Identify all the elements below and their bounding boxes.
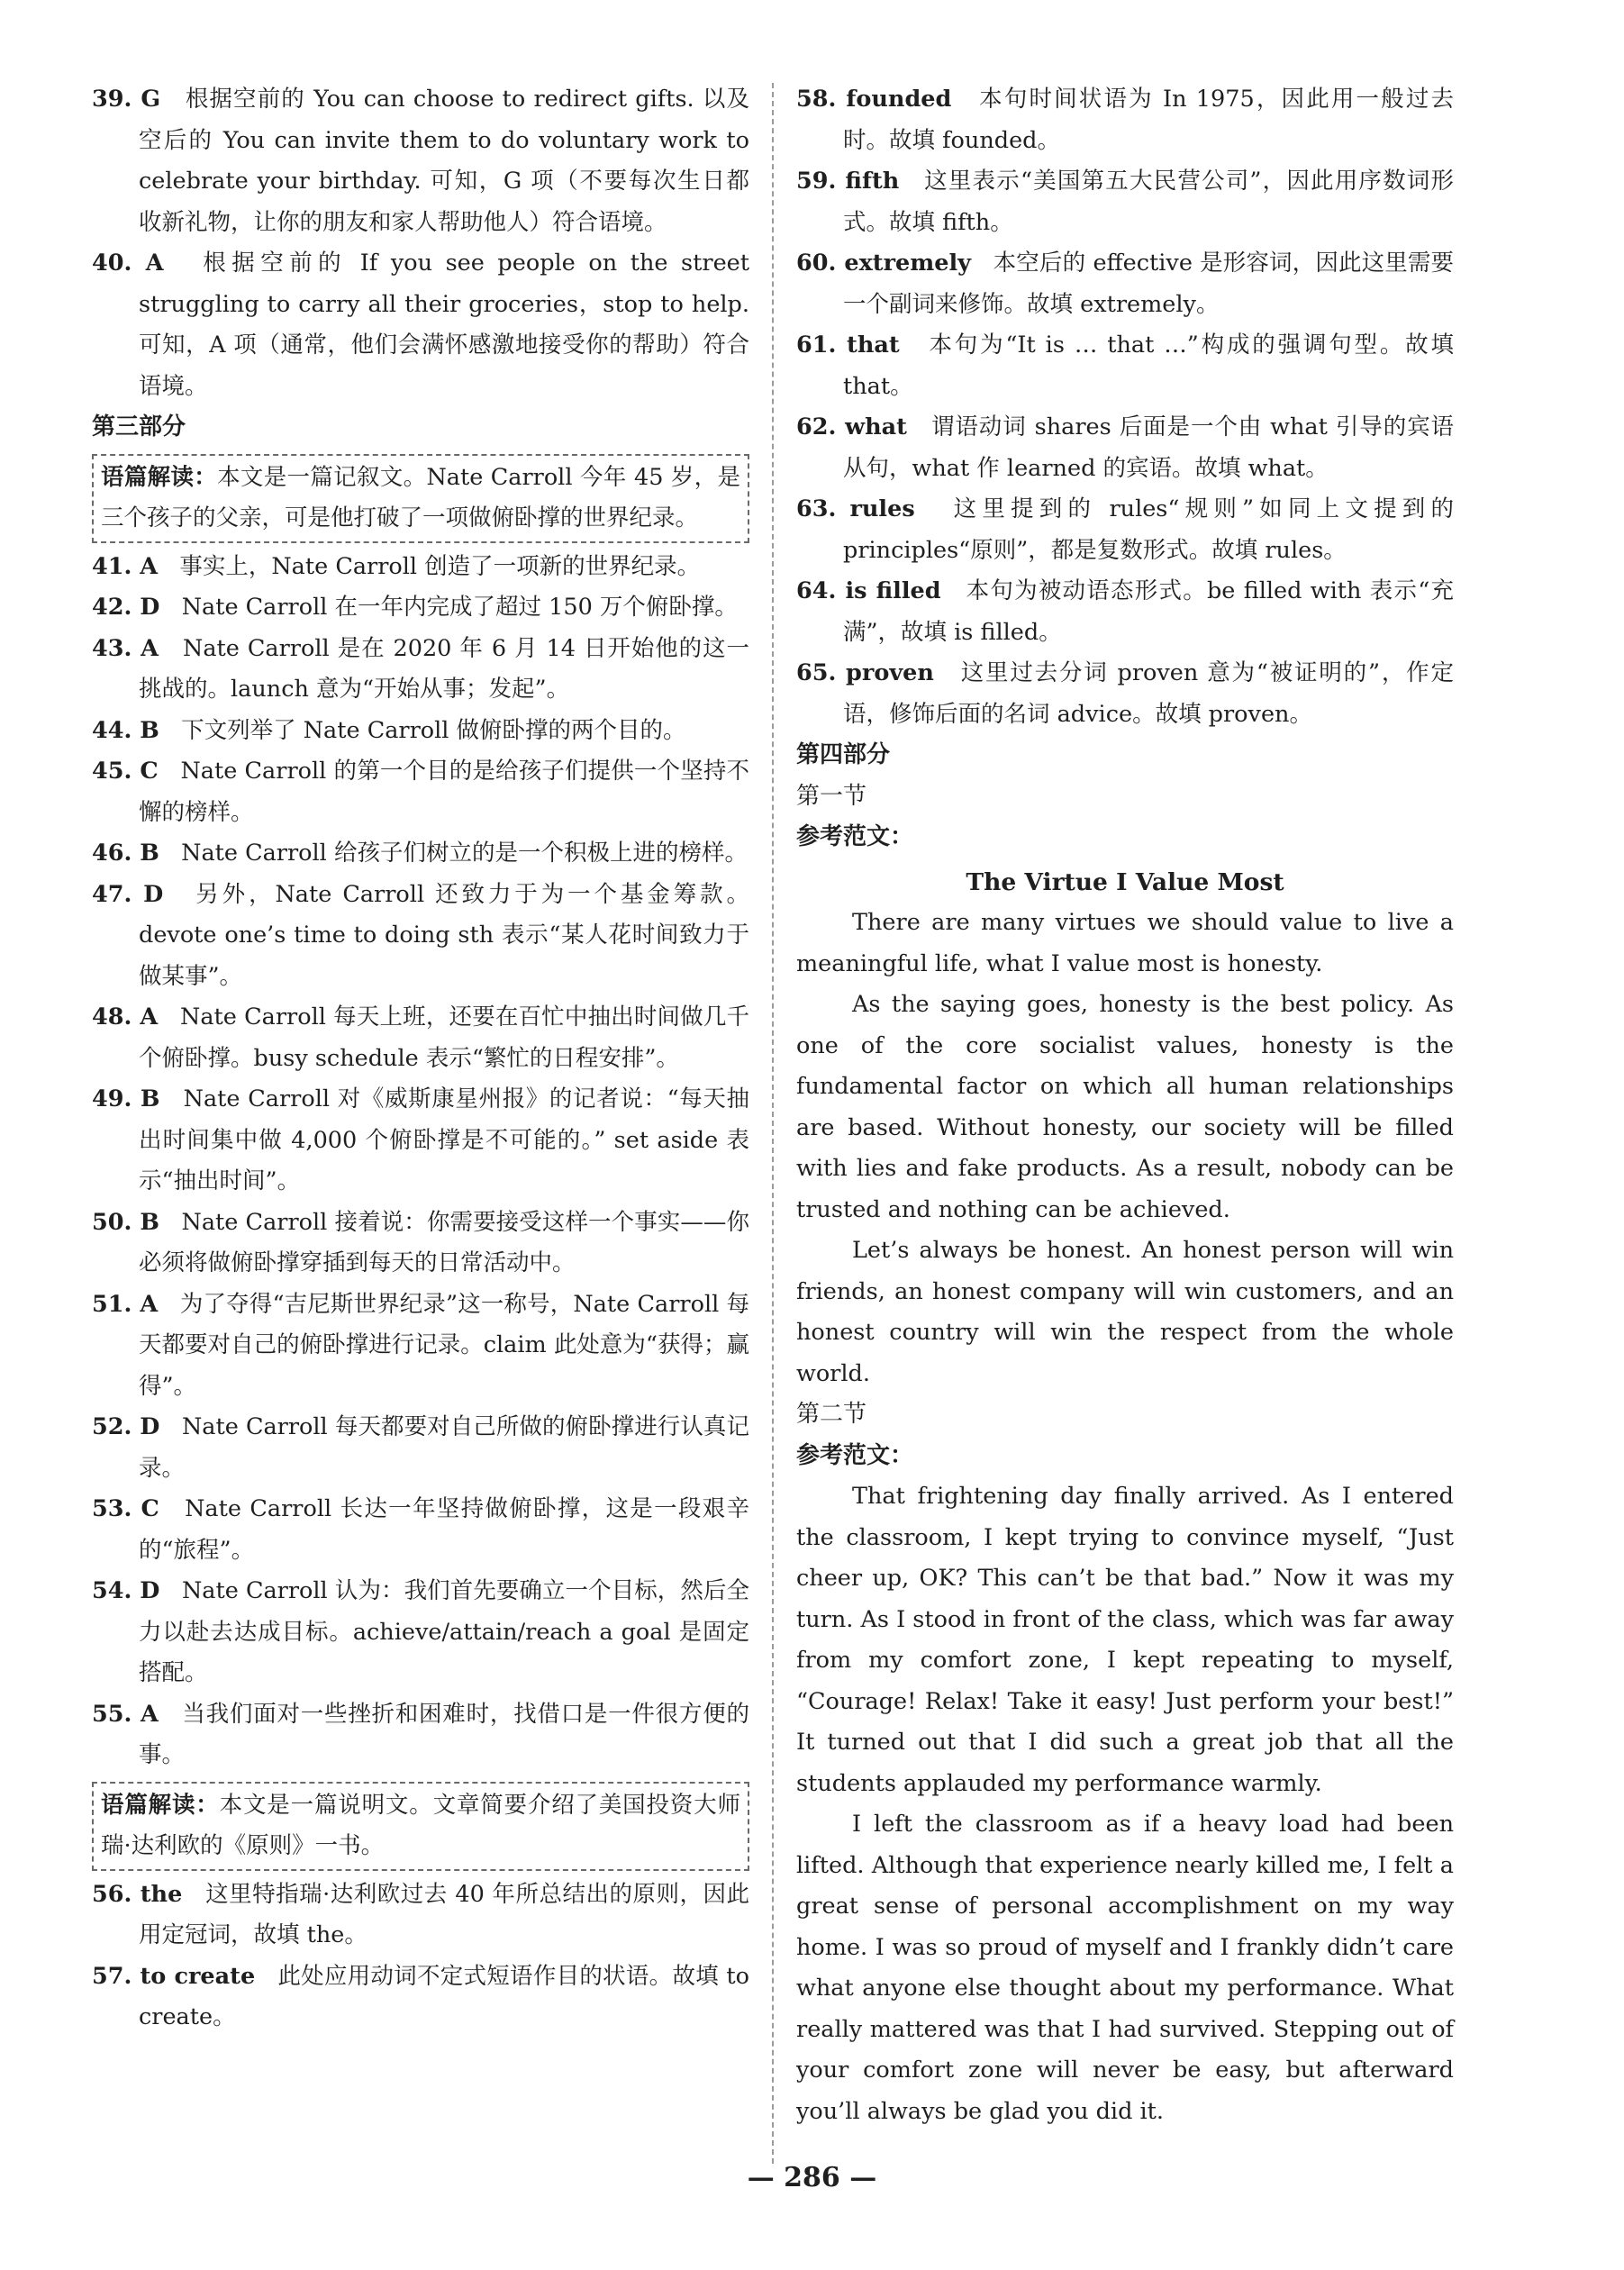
section-two-heading: 第二节 xyxy=(796,1401,867,1428)
essay-1-paragraph-2: As the saying goes, honesty is the best policy. As one of the core socialist values, honesty is the fundamental factor on which all human relationships are based. Without honesty, our society will be filled with lies and fake products. As a result, nobody can be trusted and nothing can be achieved. xyxy=(796,991,1454,1223)
answer-item-41: 41. A 事实上，Nate Carroll 创造了一项新的世界纪录。 xyxy=(92,552,701,580)
answer-item-65: 65. proven 这里过去分词 proven 意为“被证明的”，作定语，修饰后面的名词 advice。故填 proven。 xyxy=(796,659,1454,728)
essay-1-paragraph-1: There are many virtues we should value to live a meaningful life, what I value most is honesty. xyxy=(796,909,1454,977)
essay-2-paragraph-2: I left the classroom as if a heavy load had been lifted. Although that experience nearly killed me, I felt a great sense of personal accomplishment on my way home. I was so proud of myself and I frankly didn’t care what anyone else thought about my performance. What really mattered was that I had survived. Stepping out of your comfort zone will never be easy, but afterward you’ll always be glad you did it. xyxy=(796,1811,1454,2125)
sample-essay-label-2: 参考范文： xyxy=(796,1441,914,1469)
answer-item-58: 58. founded 本句时间状语为 In 1975，因此用一般过去时。故填 founded。 xyxy=(796,86,1454,154)
answer-item-61: 61. that 本句为“It is … that …”构成的强调句型。故填 that。 xyxy=(796,331,1454,400)
answer-item-47: 47. D 另外，Nate Carroll 还致力于为一个基金筹款。devote one’s time to doing sth 表示“某人花时间致力于做某事”。 xyxy=(92,880,749,990)
answer-item-46: 46. B Nate Carroll 给孩子们树立的是一个积极上进的榜样。 xyxy=(92,840,748,867)
answer-item-56: 56. the 这里特指瑞·达利欧过去 40 年所总结出的原则，因此用定冠词，故填 the。 xyxy=(92,1880,749,1948)
answer-item-48: 48. A Nate Carroll 每天上班，还要在百忙中抽出时间做几千个俯卧撑。busy schedule 表示“繁忙的日程安排”。 xyxy=(92,1003,750,1072)
answer-item-52: 52. D Nate Carroll 每天都要对自己所做的俯卧撑进行认真记录。 xyxy=(92,1413,749,1482)
answer-item-51: 51. A 为了夺得“吉尼斯世界纪录”这一称号，Nate Carroll 每天都要对自己的俯卧撑进行记录。claim 此处意为“获得；赢得”。 xyxy=(92,1290,749,1400)
answer-item-62: 62. what 谓语动词 shares 后面是一个由 what 引导的宾语从句，what 作 learned 的宾语。故填 what。 xyxy=(796,413,1455,482)
answer-item-63: 63. rules 这里提到的 rules“规则”如同上文提到的 principles“原则”，都是复数形式。故填 rules。 xyxy=(796,495,1454,564)
sample-essay-label-1: 参考范文： xyxy=(796,823,914,850)
part-three-heading: 第三部分 xyxy=(92,413,186,440)
answer-item-50: 50. B Nate Carroll 接着说：你需要接受这样一个事实——你必须将做俯卧撑穿插到每天的日常活动中。 xyxy=(92,1208,749,1276)
answer-item-59: 59. fifth 这里表示“美国第五大民营公司”，因此用序数词形式。故填 fifth。 xyxy=(796,168,1454,236)
left-column xyxy=(92,79,749,2038)
section-one-heading: 第一节 xyxy=(796,782,867,810)
answer-item-43: 43. A Nate Carroll 是在 2020 年 6 月 14 日开始他的这一挑战的。launch 意为“开始从事；发起”。 xyxy=(92,634,749,703)
answer-item-40: 40. A 根据空前的 If you see people on the street struggling to carry all their groceries，stop to help. 可知，A 项（通常，他们会满怀感激地接受你的帮助）符合语境。 xyxy=(92,250,749,400)
answer-item-54: 54. D Nate Carroll 认为：我们首先要确立一个目标，然后全力以赴去达成目标。achieve/attain/reach a goal 是固定搭配。 xyxy=(92,1577,749,1686)
part-four-heading: 第四部分 xyxy=(796,741,891,768)
essay-1-paragraph-3: Let’s always be honest. An honest person will win friends, an honest company will win customers, and an honest country will win the respect from the whole world. xyxy=(796,1237,1454,1387)
answer-item-44: 44. B 下文列举了 Nate Carroll 做俯卧撑的两个目的。 xyxy=(92,716,686,744)
page-number: — 286 — xyxy=(747,2162,877,2193)
essay-title: The Virtue I Value Most xyxy=(966,867,1284,896)
answer-item-49: 49. B Nate Carroll 对《威斯康星州报》的记者说：“每天抽出时间集中做 4,000 个俯卧撑是不可能的。” set aside 表示“抽出时间”。 xyxy=(92,1085,750,1194)
passage-analysis-box-2: 语篇解读：本文是一篇说明文。文章简要介绍了美国投资大师瑞·达利欧的《原则》一书。 xyxy=(92,1782,749,1871)
column-divider xyxy=(772,83,774,2164)
answer-item-64: 64. is filled 本句为被动语态形式。be filled with 表示“充满”，故填 is filled。 xyxy=(796,577,1454,646)
answer-item-45: 45. C Nate Carroll 的第一个目的是给孩子们提供一个坚持不懈的榜样。 xyxy=(92,758,749,826)
passage-analysis-box-1: 语篇解读：本文是一篇记叙文。Nate Carroll 今年 45 岁，是三个孩子的父亲，可是他打破了一项做俯卧撑的世界纪录。 xyxy=(92,454,749,543)
answer-item-60: 60. extremely 本空后的 effective 是形容词，因此这里需要一个副词来修饰。故填 extremely。 xyxy=(796,250,1454,318)
answer-item-57: 57. to create 此处应用动词不定式短语作目的状语。故填 to create。 xyxy=(92,1962,749,2030)
right-column xyxy=(796,79,1454,2132)
answer-item-39: 39. G 根据空前的 You can choose to redirect gifts. 以及空后的 You can invite them to do voluntary work to celebrate your birthday. 可知，G 项（不要每次生日都收新礼物，让你的朋友和家人帮助他人）符合语境。 xyxy=(92,86,749,236)
answer-item-55: 55. A 当我们面对一些挫折和困难时，找借口是一件很方便的事。 xyxy=(92,1700,749,1768)
answer-item-42: 42. D Nate Carroll 在一年内完成了超过 150 万个俯卧撑。 xyxy=(92,594,738,621)
essay-2-paragraph-1: That frightening day finally arrived. As I entered the classroom, I kept trying to convince myself, “Just cheer up, OK? This can’t be that bad.” Now it was my turn. As I stood in front of the class, which was far away from my comfort zone, I kept repeating to myself, “Courage! Relax! Take it easy! Just perform your best!” It turned out that I did such a great job that all the students applauded my performance warmly. xyxy=(796,1483,1454,1797)
answer-item-53: 53. C Nate Carroll 长达一年坚持做俯卧撑，这是一段艰辛的“旅程”。 xyxy=(92,1495,749,1564)
